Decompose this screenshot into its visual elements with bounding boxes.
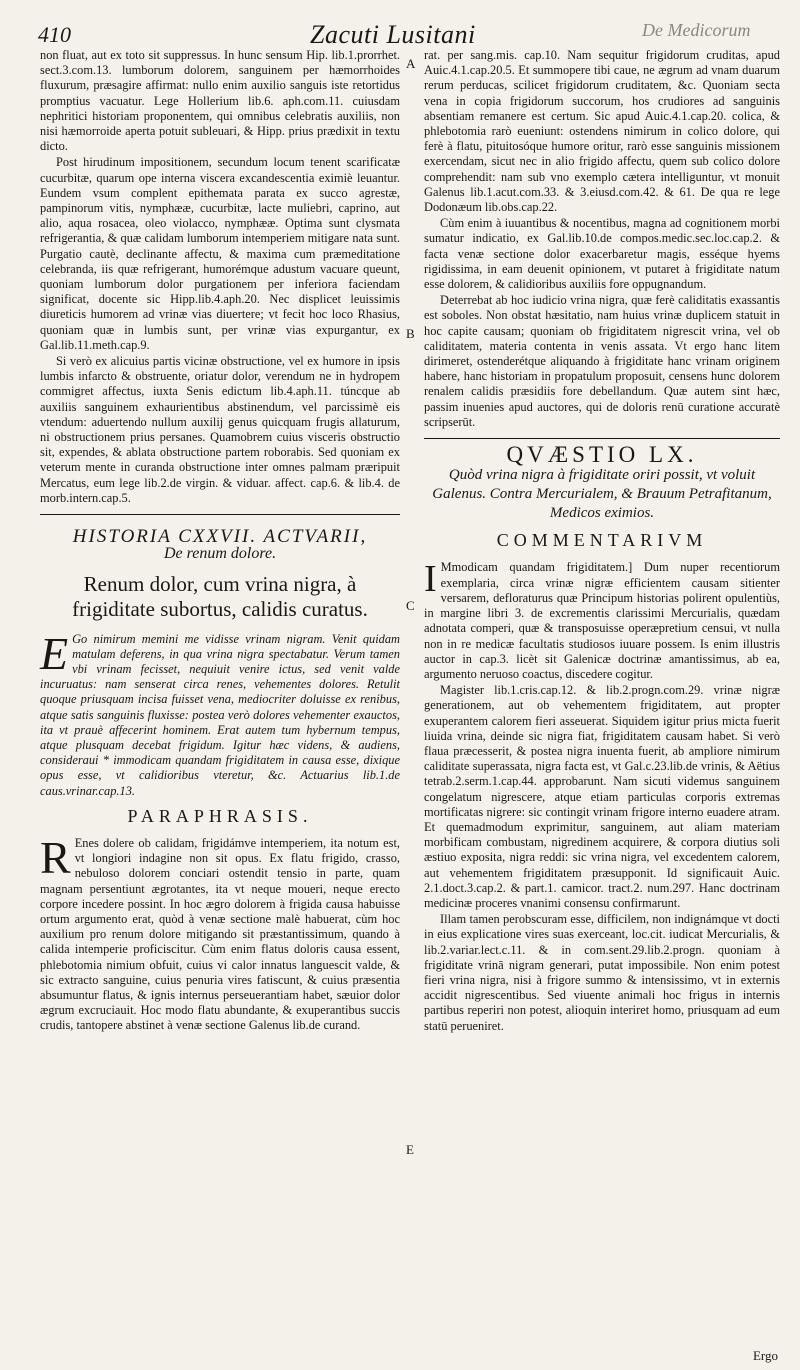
paraphrasis-text <box>40 831 400 1034</box>
historia-heading: Renum dolor, cum vrina nigra, à frigiditate subortus, calidis curatus. <box>72 571 368 621</box>
left-paragraph-3: Si verò ex alicuius partis vicinæ obstructione, vel ex humore in ipsis lumbis infarcto & obstruente, oriatur dolor, verendum ne in hydropem commigret affectus, iuxta Senis edictum lib.4.aph.11. túncque ab auxiliis sanguinem exhaurientibus abstinendum, vel parcissimè eis vtendum: aduertendo nullum auxilij genus quicquam frugis allaturum, ni obstructionem prius persanes. Quamobrem cuius visceris obstructio sit, expendes, & ablata obstructione partem roborabis. Sed quoniam ex veterum mente in curanda obstructione inter omnes palmam præripuit Mercatus, eum lege lib.2.de virgin. & viduar. affect. cap.6. & lib.4. de morb.intern.cap.5. <box>40 354 400 505</box>
page-header <box>30 14 784 48</box>
historia-title: HISTORIA CXXVII. ACTVARII, <box>72 526 368 548</box>
margin-letter-c: C <box>406 598 415 613</box>
paraphrasis-body: Enes dolere ob calidam, frigidámve intemperiem, ita notum est, vt longiori indagine non sit opus. Ex flatu frigido, crasso, nebuloso dolorem conciari ostendit tensio in parte, quam magnam persentiunt ægrotantes, ita vt neque moueri, neque erecto corpore incedere possint. In hoc ægro dolorem à frigida causa habuisse ortum argumento erat, quòd à venæ sectione malè habuerat, cùm hoc auxilium pro renum dolore mitigando sit præstantissimum, quando à calida intemperie proficiscitur. Cùm enim flatus doloris causa essent, phlebotomia nimium obfuit, cuius vi calor innatus languescit valde, & sic extracto sanguine, cuius penuria vires fatiscunt, & cuius præsentia absumuntur flatus, & ignis internus perseuerantiam habet, sæuior dolor ægrum excruciauit. Hoc modo flatu abundante, & exuperantibus succis crudis, tantopere abstinet à venæ sectione Galenus lib.de curand. <box>40 835 400 1033</box>
margin-letter-a: A <box>406 56 416 71</box>
commentarium-text <box>424 560 780 682</box>
margin-letter-e: E <box>406 1142 414 1157</box>
running-title: Zacuti Lusitani <box>310 20 476 49</box>
quaestio-subtitle: Quòd vrina nigra à frigiditate oriri possit, vt voluit Galenus. Contra Mercurialem, & Brauum Petrafitanum, Medicos eximios. <box>432 467 772 522</box>
right-paragraph-1: rat. per sang.mis. cap.10. Nam sequitur frigidorum cruditas, apud Auic.4.1.cap.20.5. Et summopere tibi caue, ne ægrum ad vnam duarum rerum perducas, scilicet frigidorum cruditatem, &c. Quoniam secta vena in copia frigidorum succorum, hos crudiores ad sanguinis absentiam remanere est certum. Sic apud Auic.4.1.cap.20. colica, & phlebotomia rarò eueniunt: ostendens nimirum in colico dolore, qui ferè à flatu, pituitosóque humore oritur, rarò esse sanguinis missionem exercendam, sicut nec in alio frigido affectu, quem sub colico dolore comprehendit: nam sub vno exemplo cætera intelliguntur, vt monuit Galenus lib.1.acut.com.33. & 3.eiusd.com.42. & 61. De qua re lege Dodonæum lib.obs.cap.22. <box>424 48 780 215</box>
right-column <box>424 48 780 1034</box>
historia-body: Go nimirum memini me vidisse vrinam nigram. Venit quidam matulam deferens, in qua vrina nigra spectabatur. Verum tamen vbi vrinam fecisset, nequiuit venire ictus, sed venit valde incuruatus: nam senserat circa renes, vehementes dolores. Retulit quoque priusquam incisa fuisset vena, mediocriter doluisse ex renibus, atque satis sanguinis fluxisse: postea verò dolores vehementer exauctos, ita vt prauè affecerint hominem. Erat autem tum hybernum tempus, atque plusquam decebat frigidum. Igitur hæc videns, & audiens, consideraui * immodicam quandam frigiditatem in causa esse, dixique opus esse, vt calidioribus vteretur, &c. Actuarius lib.1.de caus.vrinar.cap.13. <box>40 631 400 798</box>
historia-subtitle: De renum dolore. <box>163 545 277 563</box>
right-paragraph-5: Illam tamen perobscuram esse, difficilem, non indignámque vt docti in eius explicatione vires suas exerceant, loc.cit. iudicat Mercurialis, & lib.2.variar.lect.c.11. & in com.sent.29.lib.2.progn. quoniam à frigiditate vrinā nigram generari, putat impossibile. Non enim potest fieri vrina nigra, nisi à frigore summo & intensissimo, vt in externis accidit nigrescentibus. Sed viuente animali hoc frigus in internis partibus reperiri non potest, alioquin interiret homo, priusquam ad eum statū perueniret. <box>424 912 780 1033</box>
drop-capital-e: E <box>40 627 69 679</box>
paraphrasis-title: PARAPHRASIS. <box>127 805 313 826</box>
page-number: 410 <box>38 22 71 47</box>
margin-letter-b: B <box>406 326 415 341</box>
section-rule <box>424 438 780 439</box>
left-paragraph-1: non fluat, aut ex toto sit suppressus. In hunc sensum Hip. lib.1.prorrhet. sect.3.com.13. lumborum dolorem, sanguinem per hæmorrhoides fluxurum, præsagire affirmat: nullo enim auxilio sanguis iste retortidus promptius vacuatur. Lege Hollerium lib.6. aph.com.11. cuiusdam nephritici historiam proponentem, qui omnibus celebratis auxiliis, non nisi hæmorroide aperta potuit subleuari, & Hipp. prius prædixit in textu dicto. <box>40 48 400 154</box>
historia-text <box>40 627 400 799</box>
commentarium-title: COMMENTARIVM <box>496 530 708 551</box>
right-paragraph-3: Deterrebat ab hoc iudicio vrina nigra, quæ ferè caliditatis exassantis est soboles. Non obstat hæsitatio, nam huius vrinæ duplicem statuit in hoc capite causam; quoniam ob frigiditatem nigrescit vrina, vel ob caliditatem, materia contenta in venis assata. Vt ergo hanc litem dirimeret, ostenderétque aliquando à frigiditate hanc vrinam originem habere, hanc historiam in propatulum proposuit, censens hunc dolorem renalem calidis præsidiis fore debellandum. Quæ autem sint hæc, passim inuenies apud auctores, qui de doloris renū curatione accuratè scripserūt. <box>424 293 780 429</box>
commentarium-body: Mmodicam quandam frigiditatem.] Dum nuper recentiorum exemplaria, circa vrinæ nigræ efficientem causam sitienter versarem, defloraturus quæ Principum historias polirent opulentiùs, in margine libri 3. de excrementis clarissimi Mercurialis, quædam adnotata comperi, quæ & transposuisse operæpretium censui, vt nulla non in re medicæ facultatis studiosos iuuare possem. Is enim illustris auctor in cap.3. licèt sit Galenicæ doctrinæ amantissimus, ab ea, argumento neruoso coactus, discedere cogitur. <box>424 560 780 681</box>
catchword: Ergo <box>752 1348 778 1363</box>
left-column <box>40 48 400 1034</box>
right-paragraph-2: Cùm enim à iuuantibus & nocentibus, magna ad cognitionem morbi sumatur indicatio, ex Gal.lib.10.de compos.medic.sec.loc.cap.2. & facta venæ sectione dolor exacerbaretur magis, esséque hyems rigidissima, in eam deuenit opinionem, vt putaret à frigiditate natum esse dolorem, & calidioribus auxiliis fore oppugnandum. <box>424 216 780 292</box>
facing-page-bleed-text: De Medicorum <box>642 20 751 40</box>
right-paragraph-4: Magister lib.1.cris.cap.12. & lib.2.progn.com.29. vrinæ nigræ generationem, aut ob vehementem frigiditatem, aut propter exuperantem calorem fieri asseuerat. Siquidem igitur prius micta fuerit liuida vrina, deinde sic nigra fiat, frigiditatem causam habet. Si verò flaua præcesserit, & postea nigra inuenta fuerit, ab ampliore nimirum caliditate superassata, nigra facta est, vt Gal.c.23.lib.de vrinis, & Aëtius tetrab.2.serm.1.cap.44. approbarunt. Nam sicuti videmus sanguinem congelatum nigrescere, atque etiam particulas corporis extremas mortificatas nigrere: sic contingit vrinam frigore interno euadere atram. Et quemadmodum exprimitur, sanguinem, aut aliam materiam morbificam combustam, nigredinem acquirere, & corpora diutius soli æstiuo exposita, nigra reddi: sic vrina nigra, vel excedentem calorem, aut vehementem frigiditatem præsupponit. Id significauit Auic. 2.1.doct.3.cap.2. & part.1. camicor. tract.2. num.297. Hanc doctrinam medicinæ proceres vnanimi consensu confirmarunt. <box>424 683 780 910</box>
left-paragraph-2: Post hirudinum impositionem, secundum locum tenent scarificatæ cucurbitæ, quarum ope interna viscera excandescentia eximiè leuantur. Eundem vsum complent epithemata parata ex succo agrestæ, pampinorum vitis, nymphææ, cucurbitæ, lacte muliebri, caprino, aut alio, aqua rosacea, oleo violacco, nymphææ. Optima sunt clysmata refrigerantia, & quæ calidam lumborum intemperiem mitigare nata sunt. Purgatio cautè, declinante affectu, & maxima cum præmeditatione celebranda, iis quæ refrigerant, humorémque adustum vacuare queunt, quoniam lumborum dolor purgationem per inferiora faciendam significat, docente sic Hipp.lib.4.aph.20. Nec displicet leuissimis diureticis humorem ad vrinæ vias diuertere; vt fecit hoc loco Rhasius, quoniam quæ in lumbis sunt, per vrinæ vias expurgantur, ex Gal.lib.11.meth.cap.9. <box>40 155 400 352</box>
drop-capital-r: R <box>40 831 71 883</box>
drop-capital-i: I <box>424 558 437 601</box>
section-rule <box>40 514 400 515</box>
quaestio-title: QVÆSTIO LX. <box>506 442 698 468</box>
